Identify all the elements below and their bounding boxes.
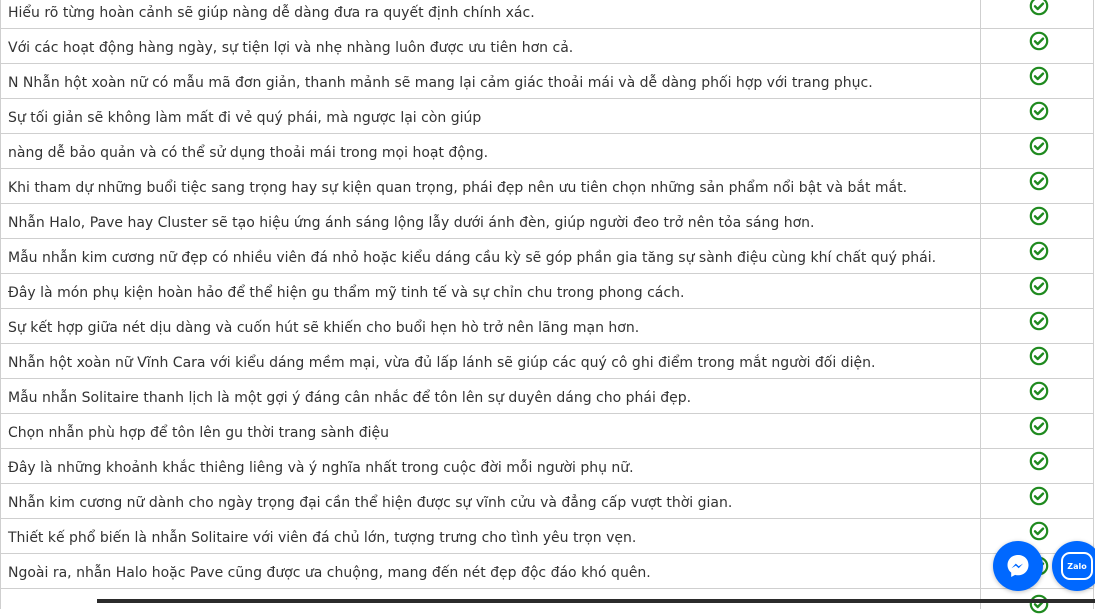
table-row	[1, 29, 1094, 64]
check-circle-icon	[1029, 521, 1049, 541]
check-cell	[981, 414, 1094, 448]
table-row	[1, 344, 1094, 379]
table-row	[1, 414, 1094, 449]
row-text: Với các hoạt động hàng ngày, sự tiện lợi và nhẹ nhàng luôn được ưu tiên hơn cả.	[1, 29, 981, 63]
table-row	[1, 64, 1094, 99]
check-cell	[981, 204, 1094, 238]
check-cell	[981, 64, 1094, 98]
check-circle-icon	[1029, 594, 1049, 614]
check-circle-icon	[1029, 346, 1049, 366]
row-text: Ngoài ra, nhẫn Halo hoặc Pave cũng được ưa chuộng, mang đến nét đẹp độc đáo khó quên.	[1, 554, 981, 588]
row-text: Đây là những khoảnh khắc thiêng liêng và ý nghĩa nhất trong cuộc đời mỗi người phụ nữ.	[1, 449, 981, 483]
check-circle-icon	[1029, 136, 1049, 156]
table-row	[1, 0, 1094, 29]
table-row	[1, 134, 1094, 169]
table-row	[1, 309, 1094, 344]
table-row	[1, 169, 1094, 204]
check-circle-icon	[1029, 311, 1049, 331]
row-text: Sự kết hợp giữa nét dịu dàng và cuốn hút sẽ khiến cho buổi hẹn hò trở nên lãng mạn hơn.	[1, 309, 981, 343]
row-text: Nhẫn hột xoàn nữ Vĩnh Cara với kiểu dáng mềm mại, vừa đủ lấp lánh sẽ giúp các quý cô ghi điểm trong mắt người đối diện.	[1, 344, 981, 378]
row-text: Nhẫn Halo, Pave hay Cluster sẽ tạo hiệu ứng ánh sáng lộng lẫy dưới ánh đèn, giúp người đeo trở nên tỏa sáng hơn.	[1, 204, 981, 238]
row-text: Mẫu nhẫn kim cương nữ đẹp có nhiều viên đá nhỏ hoặc kiểu dáng cầu kỳ sẽ góp phần gia tăng sự sành điệu cùng khí chất quý phái.	[1, 239, 981, 273]
check-cell	[981, 169, 1094, 203]
row-text: nàng dễ bảo quản và có thể sử dụng thoải mái trong mọi hoạt động.	[1, 134, 981, 168]
horizontal-scrollbar[interactable]	[97, 599, 1095, 603]
check-cell	[981, 134, 1094, 168]
table-row	[1, 379, 1094, 414]
table-row	[1, 99, 1094, 134]
table-row	[1, 239, 1094, 274]
check-circle-icon	[1029, 101, 1049, 121]
table-row	[1, 519, 1094, 554]
row-text: Mẫu nhẫn Solitaire thanh lịch là một gợi ý đáng cân nhắc để tôn lên sự duyên dáng cho phái đẹp.	[1, 379, 981, 413]
check-cell	[981, 0, 1094, 28]
table-row	[1, 449, 1094, 484]
check-circle-icon	[1029, 206, 1049, 226]
check-circle-icon	[1029, 66, 1049, 86]
zalo-button[interactable]	[1052, 541, 1095, 591]
table-row	[1, 484, 1094, 519]
check-circle-icon	[1029, 241, 1049, 261]
table-row	[1, 554, 1094, 589]
row-text: Chọn nhẫn phù hợp để tôn lên gu thời trang sành điệu	[1, 414, 981, 448]
row-text: Khi tham dự những buổi tiệc sang trọng hay sự kiện quan trọng, phái đẹp nên ưu tiên chọn những sản phẩm nổi bật và bắt mắt.	[1, 169, 981, 203]
row-text: Hiểu rõ từng hoàn cảnh sẽ giúp nàng dễ dàng đưa ra quyết định chính xác.	[1, 0, 981, 28]
row-text: N Nhẫn hột xoàn nữ có mẫu mã đơn giản, thanh mảnh sẽ mang lại cảm giác thoải mái và dễ dàng phối hợp với trang phục.	[1, 64, 981, 98]
zalo-icon	[1061, 552, 1093, 580]
check-cell	[981, 29, 1094, 63]
zalo-label: Zalo	[1067, 561, 1087, 571]
table-row	[1, 274, 1094, 309]
messenger-button[interactable]	[993, 541, 1043, 591]
check-circle-icon	[1029, 31, 1049, 51]
row-text: Sự tối giản sẽ không làm mất đi vẻ quý phái, mà ngược lại còn giúp	[1, 99, 981, 133]
check-circle-icon	[1029, 381, 1049, 401]
table-row	[1, 204, 1094, 239]
check-circle-icon	[1029, 0, 1049, 16]
check-circle-icon	[1029, 416, 1049, 436]
row-text: Thiết kế phổ biến là nhẫn Solitaire với viên đá chủ lớn, tượng trưng cho tình yêu trọn vẹn.	[1, 519, 981, 553]
check-cell	[981, 344, 1094, 378]
check-cell	[981, 379, 1094, 413]
row-text: Đây là món phụ kiện hoàn hảo để thể hiện gu thẩm mỹ tinh tế và sự chỉn chu trong phong cách.	[1, 274, 981, 308]
check-cell	[981, 239, 1094, 273]
check-cell	[981, 449, 1094, 483]
check-circle-icon	[1029, 486, 1049, 506]
check-circle-icon	[1029, 171, 1049, 191]
check-cell	[981, 99, 1094, 133]
check-cell	[981, 274, 1094, 308]
check-circle-icon	[1029, 276, 1049, 296]
check-cell	[981, 484, 1094, 518]
check-cell	[981, 309, 1094, 343]
check-circle-icon	[1029, 451, 1049, 471]
messenger-icon	[1004, 552, 1032, 580]
row-text: Nhẫn kim cương nữ dành cho ngày trọng đại cần thể hiện được sự vĩnh cửu và đẳng cấp vượt thời gian.	[1, 484, 981, 518]
